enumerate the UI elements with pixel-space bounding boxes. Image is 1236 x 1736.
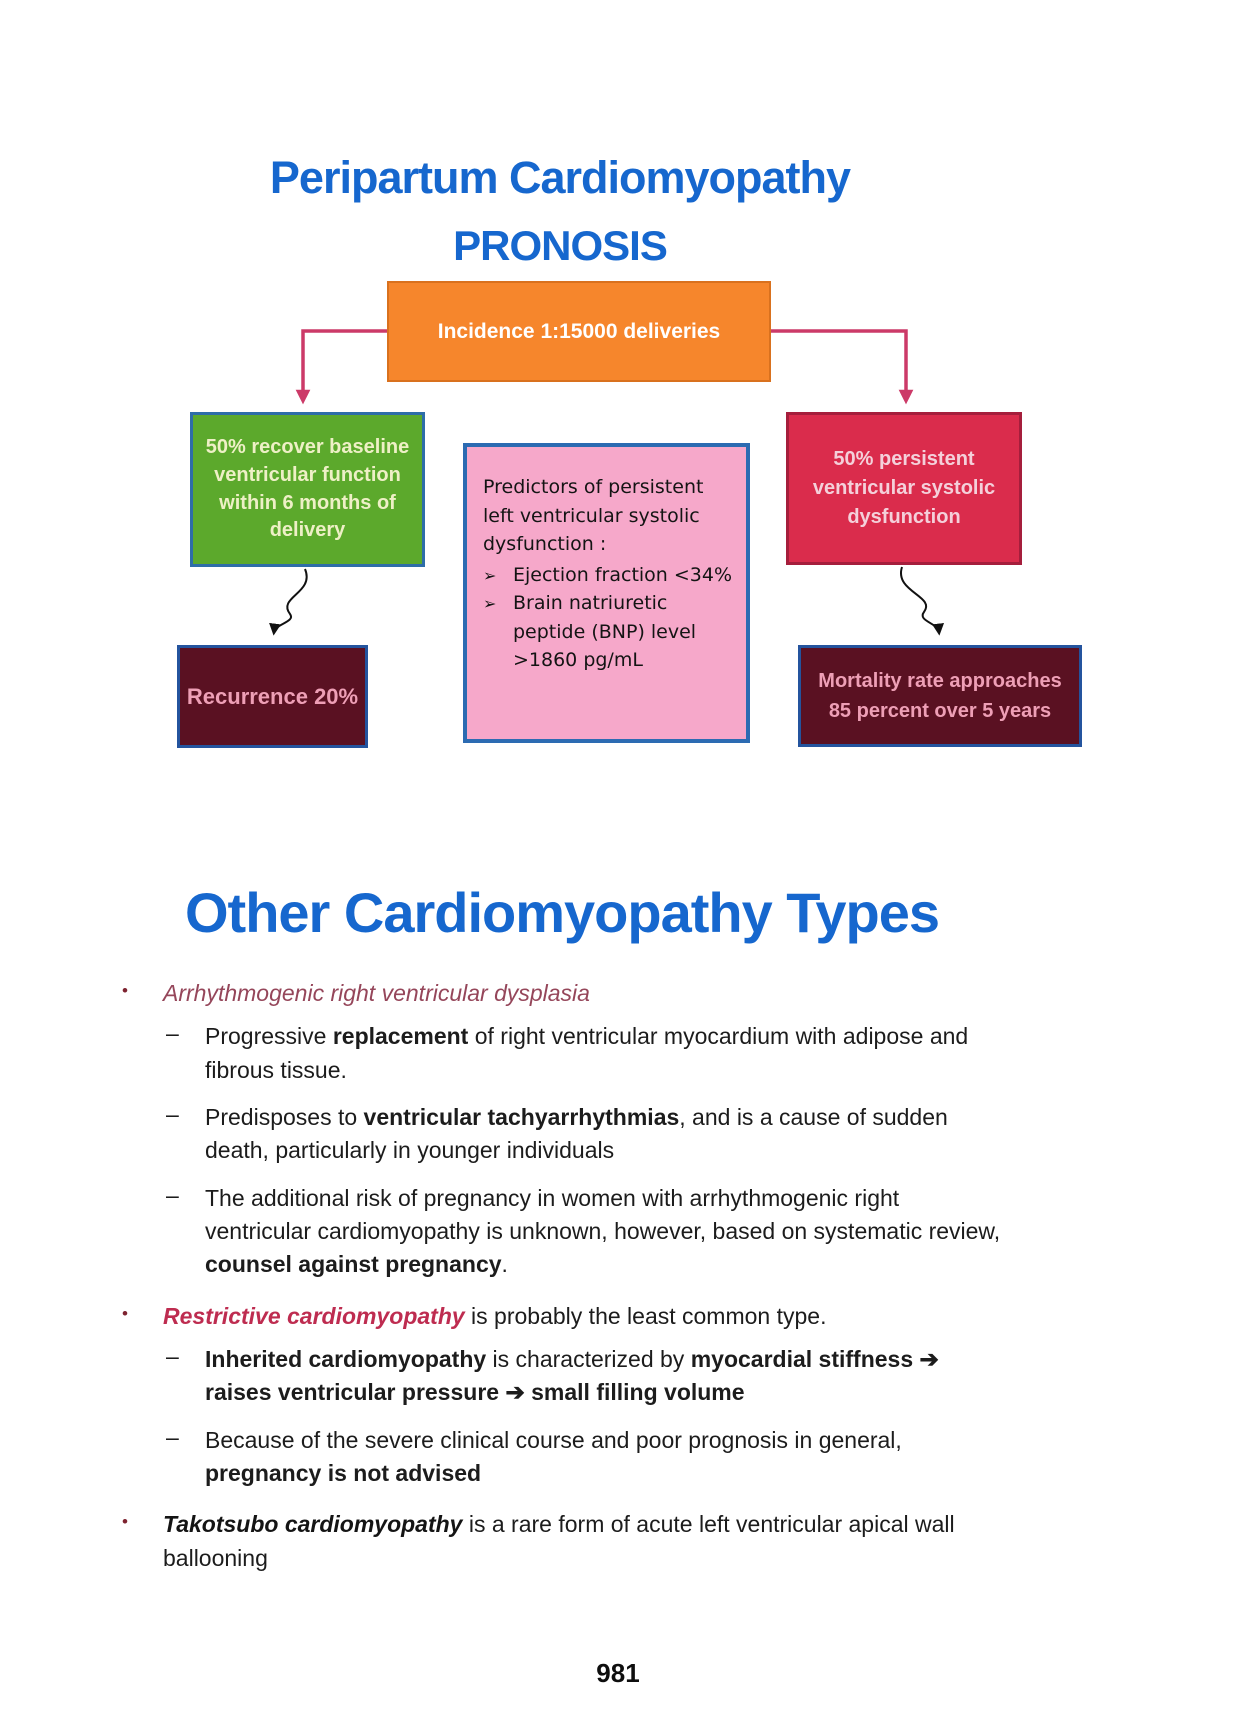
predictor-item-text: Brain natriuretic peptide (BNP) level >1860 pg/mL bbox=[513, 592, 697, 671]
bullet-icon: • bbox=[122, 1303, 128, 1323]
curved-arrow-left bbox=[274, 569, 307, 632]
section-title: Other Cardiomyopathy Types bbox=[184, 881, 939, 944]
diagram-title-line1: Peripartum Cardiomyopathy bbox=[269, 152, 851, 203]
dash-icon: – bbox=[166, 1343, 179, 1370]
list-item-level1 bbox=[122, 1508, 1236, 1575]
list-item-level2 bbox=[166, 1182, 1236, 1282]
incidence-box bbox=[387, 281, 771, 382]
list-item-text: Predisposes to ventricular tachyarrhythmias, and is a cause of sudden death, particularly in younger individuals bbox=[205, 1104, 948, 1164]
dash-icon: – bbox=[166, 1020, 179, 1047]
list-item-text: Restrictive cardiomyopathy is probably the least common type. bbox=[163, 1302, 827, 1329]
connector-left bbox=[303, 331, 387, 400]
recurrence-box-label: Recurrence 20% bbox=[186, 683, 359, 709]
dash-icon: – bbox=[166, 1101, 179, 1128]
other-types-section bbox=[0, 880, 1236, 1581]
mortality-box bbox=[798, 645, 1082, 747]
predictor-item bbox=[483, 589, 736, 675]
list-item-level2 bbox=[166, 1424, 1236, 1491]
list-item-level2 bbox=[166, 1343, 1236, 1410]
predictor-item-text: Ejection fraction <34% bbox=[513, 563, 733, 586]
list-item-text: Inherited cardiomyopathy is characterized by myocardial stiffness ➔ raises ventricular pressure ➔ small filling volume bbox=[205, 1346, 939, 1406]
bullet-icon: • bbox=[122, 981, 128, 1000]
list-item-text: Takotsubo cardiomyopathy is a rare form of acute left ventricular apical wall ballooning bbox=[163, 1511, 955, 1571]
predictors-heading: Predictors of persistent left ventricular systolic dysfunction : bbox=[483, 476, 704, 555]
list-item-text: Because of the severe clinical course and poor prognosis in general, pregnancy is not advised bbox=[205, 1426, 902, 1487]
dash-icon: – bbox=[166, 1423, 179, 1450]
list-item-text: Arrhythmogenic right ventricular dysplasia bbox=[163, 980, 590, 1006]
list-item-level1 bbox=[122, 1300, 1236, 1333]
recover-box-label: 50% recover baseline ventricular function within 6 months of delivery bbox=[205, 436, 410, 542]
list-item-level2 bbox=[166, 1101, 1236, 1168]
bullet-icon: • bbox=[122, 1512, 128, 1532]
arrow-bullet-icon: ➢ bbox=[483, 594, 497, 613]
curved-arrow-right bbox=[901, 567, 939, 632]
persistent-dysfunction-box bbox=[786, 412, 1022, 565]
predictor-item bbox=[483, 561, 736, 590]
list-item-text: The additional risk of pregnancy in women with arrhythmogenic right ventricular cardiomyopathy is unknown, however, based on systematic review, counsel against pregnancy. bbox=[205, 1184, 1001, 1278]
predictors-box bbox=[463, 443, 750, 743]
connector-right bbox=[770, 331, 906, 400]
bullet-list bbox=[0, 977, 1236, 1575]
recurrence-box bbox=[177, 645, 368, 748]
page-number: 981 bbox=[596, 1658, 640, 1688]
list-item-level1 bbox=[122, 977, 1236, 1010]
recover-box bbox=[190, 412, 425, 567]
dash-icon: – bbox=[166, 1181, 179, 1208]
list-item-level2 bbox=[166, 1020, 1236, 1087]
diagram-title-line2: PRONOSIS bbox=[453, 222, 667, 269]
mortality-box-label: Mortality rate approaches 85 percent over 5 years bbox=[818, 670, 1062, 722]
arrow-bullet-icon: ➢ bbox=[483, 565, 497, 585]
incidence-box-label: Incidence 1:15000 deliveries bbox=[437, 319, 721, 343]
list-item-text: Progressive replacement of right ventricular myocardium with adipose and fibrous tissue. bbox=[205, 1023, 969, 1083]
prognosis-flowchart bbox=[0, 0, 1236, 790]
persistent-box-label: 50% persistent ventricular systolic dysfunction bbox=[812, 448, 996, 528]
